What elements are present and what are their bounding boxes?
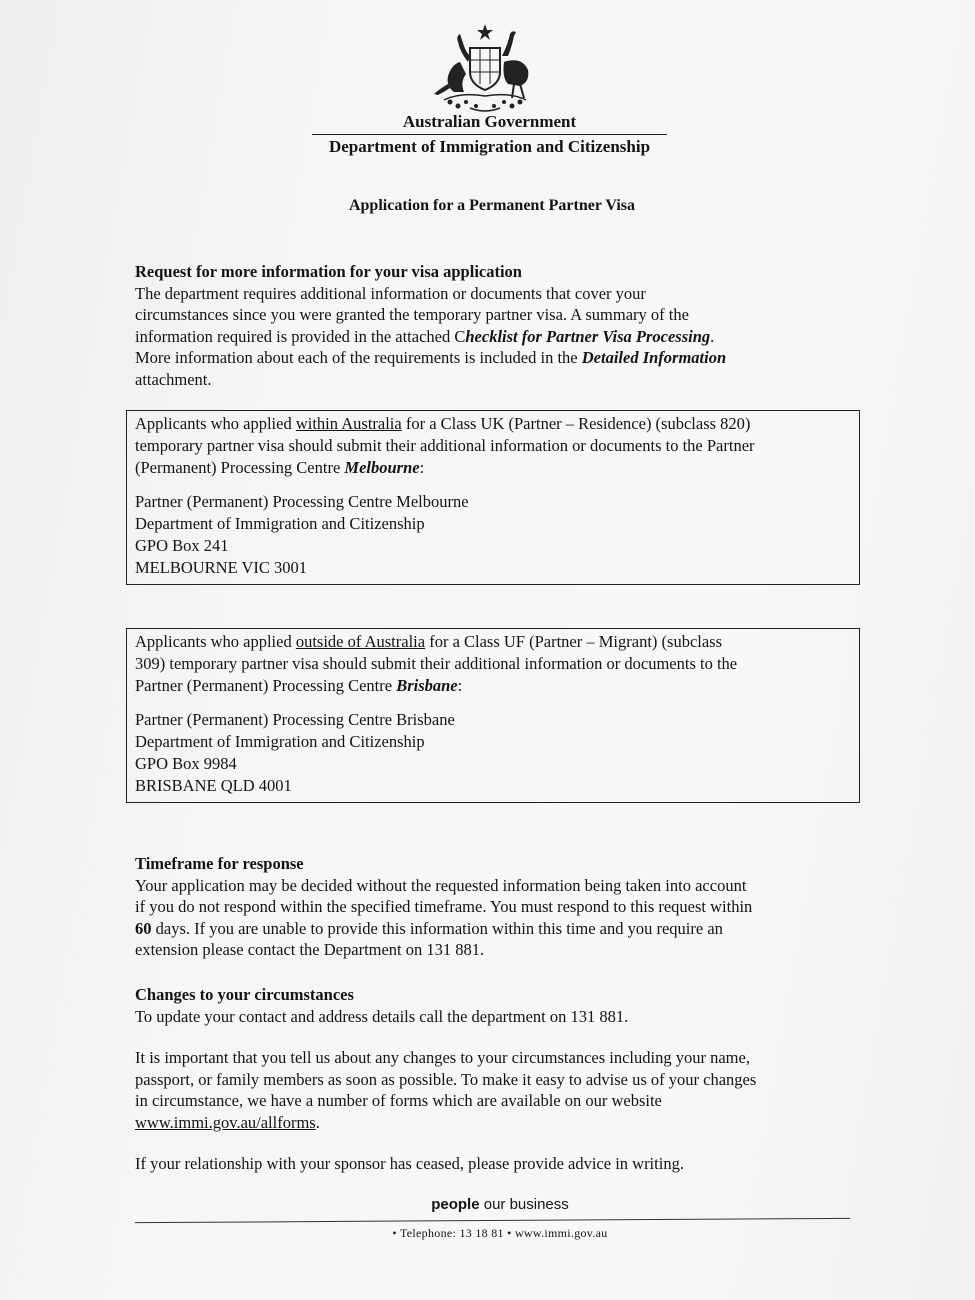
timeframe-heading: Timeframe for response (135, 854, 304, 873)
changes-line: To update your contact and address details call the department on 131 881. (135, 1006, 629, 1026)
timeframe-line: 60 days. If you are unable to provide this information within this time and you require an (135, 918, 723, 938)
address-line: Partner (Permanent) Processing Centre Melbourne (135, 492, 469, 511)
melbourne-line: Applicants who applied within Australia for a Class UK (Partner – Residence) (subclass 820) (135, 414, 751, 433)
request-line: attachment. (135, 369, 212, 389)
header-divider (312, 134, 667, 135)
changes-line: www.immi.gov.au/allforms. (135, 1112, 320, 1132)
address-line: MELBOURNE VIC 3001 (135, 558, 308, 577)
address-line: GPO Box 9984 (135, 754, 237, 773)
melbourne-line: temporary partner visa should submit their additional information or documents to the Partner (135, 436, 755, 455)
request-section (135, 261, 855, 390)
timeframe-line: if you do not respond within the specified timeframe. You must respond to this request within (135, 897, 753, 916)
request-heading: Request for more information for your visa application (135, 262, 522, 281)
changes-section (135, 984, 855, 1175)
melbourne-line: (Permanent) Processing Centre Melbourne: (135, 458, 425, 477)
footer-divider (135, 1218, 850, 1223)
brisbane-line: Applicants who applied outside of Australia for a Class UF (Partner – Migrant) (subclass (135, 632, 723, 651)
melbourne-address (135, 491, 851, 579)
address-line: Department of Immigration and Citizenship (135, 514, 425, 533)
response-days: 60 (135, 918, 152, 938)
coat-of-arms-emblem (430, 22, 540, 114)
address-line: Partner (Permanent) Processing Centre Brisbane (135, 710, 455, 729)
brisbane-line: 309) temporary partner visa should submit their additional information or documents to the (135, 654, 738, 673)
address-line: BRISBANE QLD 4001 (135, 776, 292, 795)
address-line: Department of Immigration and Citizenship (135, 732, 425, 751)
request-line: More information about each of the requirements is included in the Detailed Information (135, 348, 727, 367)
changes-line: in circumstance, we have a number of forms which are available on our website (135, 1091, 662, 1110)
timeframe-line: extension please contact the Department on 131 881. (135, 940, 485, 959)
document-title: Application for a Permanent Partner Visa (348, 197, 636, 214)
timeframe-line: Your application may be decided without the requested information being taken into account (135, 875, 747, 895)
changes-last-line: If your relationship with your sponsor has ceased, please provide advice in writing. (135, 1154, 684, 1173)
changes-line: It is important that you tell us about any changes to your circumstances including your name, (135, 1048, 750, 1067)
request-line: circumstances since you were granted the temporary partner visa. A summary of the (135, 305, 689, 324)
request-line: The department requires additional information or documents that cover your (135, 283, 646, 303)
address-line: GPO Box 241 (135, 536, 229, 555)
footer-tagline: people our business (431, 1196, 569, 1213)
brisbane-box (126, 628, 860, 803)
melbourne-box (126, 410, 860, 585)
changes-heading: Changes to your circumstances (135, 985, 354, 1004)
changes-line: passport, or family members as soon as possible. To make it easy to advise us of your changes (135, 1069, 757, 1089)
brisbane-address (135, 709, 851, 797)
timeframe-section (135, 853, 855, 961)
department-name: Department of Immigration and Citizenship (328, 137, 651, 156)
footer-contact: • Telephone: 13 18 81 • www.immi.gov.au (392, 1226, 608, 1240)
changes-paragraph (135, 1047, 855, 1133)
brisbane-line: Partner (Permanent) Processing Centre Brisbane: (135, 676, 463, 695)
checklist-title: hecklist for Partner Visa Processing (465, 326, 711, 346)
government-name: Australian Government (402, 112, 577, 131)
detailed-info-title: Detailed Information (581, 348, 727, 367)
request-line: information required is provided in the attached Checklist for Partner Visa Processing. (135, 326, 715, 346)
forms-link[interactable]: www.immi.gov.au/allforms (135, 1112, 316, 1132)
